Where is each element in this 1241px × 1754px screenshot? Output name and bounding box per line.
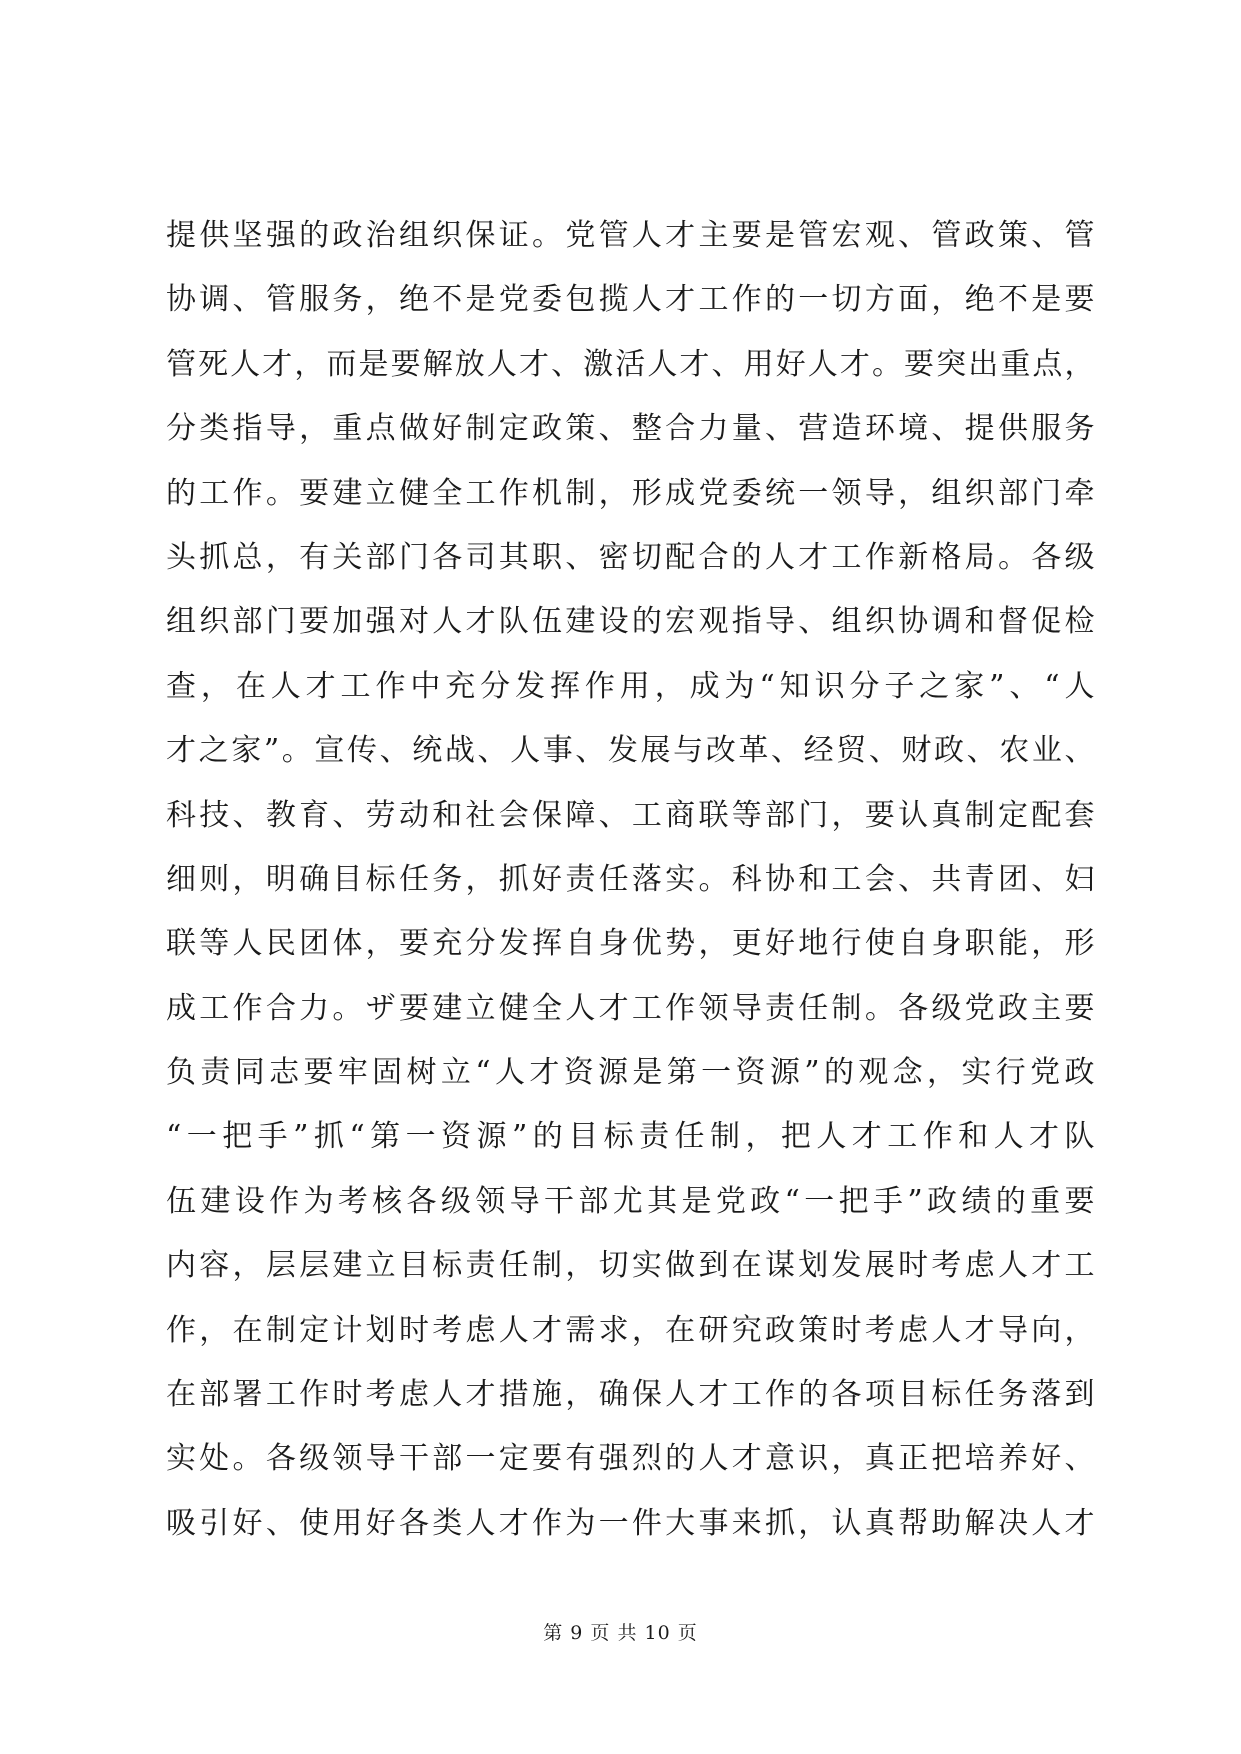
text-line: 作，在制定计划时考虑人才需求，在研究政策时考虑人才导向， xyxy=(166,1312,1096,1348)
text-line: 头抓总，有关部门各司其职、密切配合的人才工作新格局。各级 xyxy=(166,539,1096,575)
text-line: 负责同志要牢固树立“人才资源是第一资源”的观念，实行党政 xyxy=(166,1055,1096,1091)
page-number-footer: 第 9 页 共 10 页 xyxy=(543,1622,698,1644)
text-line: 协调、管服务，绝不是党委包揽人才工作的一切方面，绝不是要 xyxy=(166,282,1096,318)
text-line: 联等人民团体，要充分发挥自身优势，更好地行使自身职能，形 xyxy=(166,926,1096,962)
text-line: 吸引好、使用好各类人才作为一件大事来抓，认真帮助解决人才 xyxy=(166,1505,1096,1541)
text-line: 才之家”。宣传、统战、人事、发展与改革、经贸、财政、农业、 xyxy=(166,733,1096,769)
text-line: 伍建设作为考核各级领导干部尤其是党政“一把手”政绩的重要 xyxy=(166,1183,1096,1219)
text-line: 成工作合力。ザ要建立健全人才工作领导责任制。各级党政主要 xyxy=(166,990,1096,1026)
text-line: 管死人才，而是要解放人才、激活人才、用好人才。要突出重点， xyxy=(166,346,1096,382)
text-line: 组织部门要加强对人才队伍建设的宏观指导、组织协调和督促检 xyxy=(166,604,1096,640)
body-text xyxy=(166,204,1096,1556)
text-line: 实处。各级领导干部一定要有强烈的人才意识，真正把培养好、 xyxy=(166,1441,1096,1477)
text-line: 分类指导，重点做好制定政策、整合力量、营造环境、提供服务 xyxy=(166,411,1096,447)
text-line: “一把手”抓“第一资源”的目标责任制，把人才工作和人才队 xyxy=(166,1119,1096,1155)
text-line: 科技、教育、劳动和社会保障、工商联等部门，要认真制定配套 xyxy=(166,797,1096,833)
text-line: 内容，层层建立目标责任制，切实做到在谋划发展时考虑人才工 xyxy=(166,1248,1096,1284)
text-line: 的工作。要建立健全工作机制，形成党委统一领导，组织部门牵 xyxy=(166,475,1096,511)
text-line: 在部署工作时考虑人才措施，确保人才工作的各项目标任务落到 xyxy=(166,1377,1096,1413)
text-line: 查，在人才工作中充分发挥作用，成为“知识分子之家”、“人 xyxy=(166,668,1096,704)
text-line: 提供坚强的政治组织保证。党管人才主要是管宏观、管政策、管 xyxy=(166,218,1096,253)
text-line: 细则，明确目标任务，抓好责任落实。科协和工会、共青团、妇 xyxy=(166,861,1096,897)
